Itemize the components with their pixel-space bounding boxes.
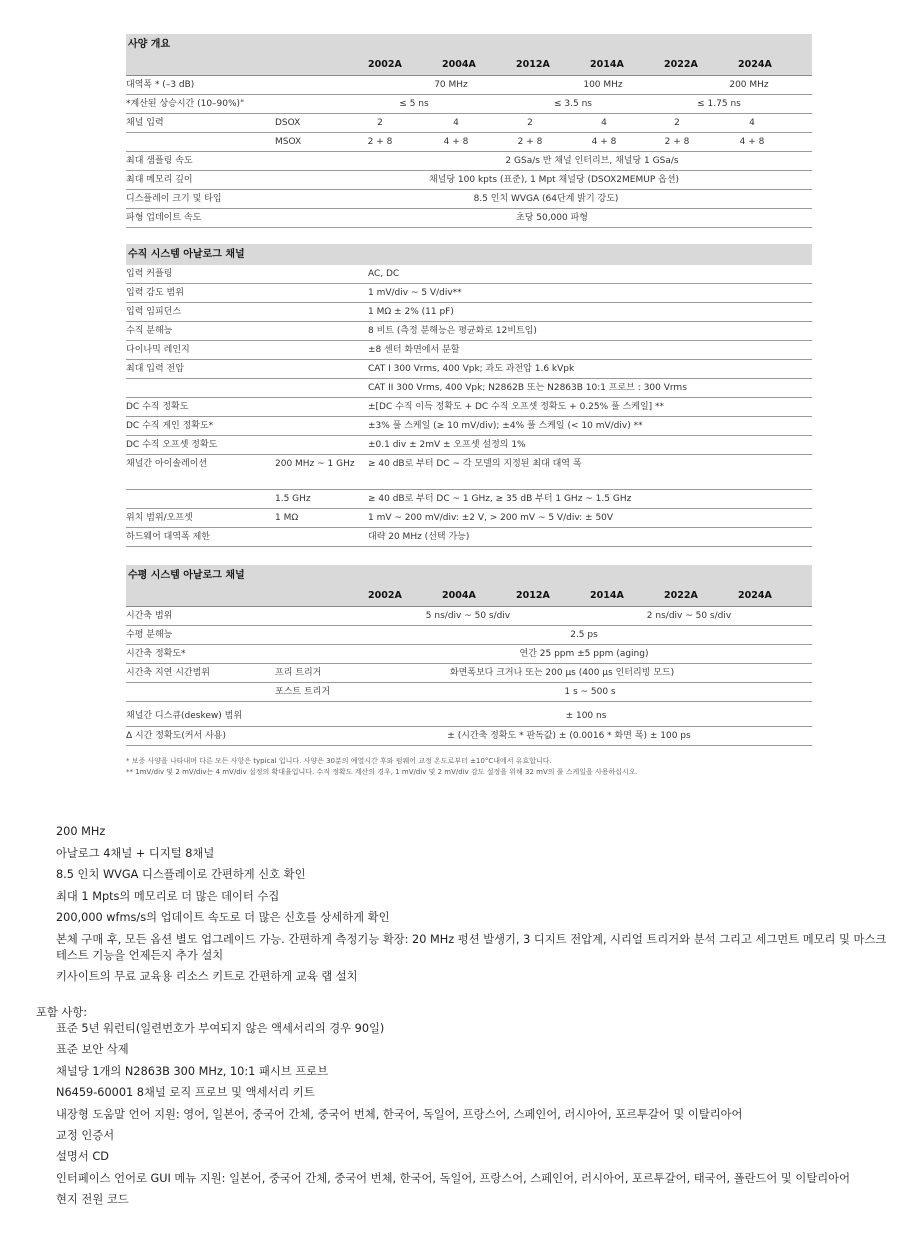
- row-value: 2 ns/div ~ 50 s/div: [646, 611, 732, 621]
- row-label: 채널간 아이솔레이션: [126, 459, 208, 469]
- list-item: 본체 구매 후, 모든 옵션 별도 업그레이드 가능. 간편하게 측정기능 확장: 20 MHz 펑션 발생기, 3 디지트 전압계, 시리얼 트리거와 분석 그리고 세그먼트 메모리 및 마스크 테스트 기능을 언제든지 추가 설치: [56, 932, 887, 962]
- row-value: 1 MΩ ± 2% (11 pF): [368, 307, 454, 317]
- spec-row: [126, 360, 812, 379]
- list-item: 내장형 도움말 언어 지원: 영어, 일본어, 중국어 간체, 중국어 번체, 한국어, 독일어, 프랑스어, 스페인어, 러시아어, 포르투갈어 및 이탈리아어: [56, 1107, 743, 1121]
- horizontal-section: [126, 565, 812, 746]
- list-item: 표준 5년 워런티(일련번호가 부여되지 않은 액세서리의 경우 90일): [56, 1022, 385, 1035]
- model-header-cell: 2022A: [664, 590, 698, 601]
- row-value: ±3% 풀 스케일 (≥ 10 mV/div); ±4% 풀 스케일 (< 10 mV/div) **: [368, 421, 643, 431]
- row-label: 파형 업데이트 속도: [126, 213, 202, 223]
- spec-row-isolation-2: [126, 490, 812, 509]
- row-value: 2 + 8: [517, 137, 543, 147]
- list-item: N6459-60001 8채널 로직 프로브 및 액세서리 키트: [56, 1086, 315, 1100]
- row-value: 5 ns/div ~ 50 s/div: [425, 611, 511, 621]
- spec-row-delay-post: [126, 683, 812, 702]
- list-item: 표준 보안 삭제: [56, 1043, 129, 1057]
- includes-title: 포함 사항:: [36, 1006, 88, 1019]
- row-value: ≥ 40 dB로 부터 DC ~ 1 GHz, ≥ 35 dB 부터 1 GHz ~ 1.5 GHz: [368, 494, 632, 504]
- row-label: 시간축 지연 시간범위: [126, 668, 210, 678]
- row-label: 시간축 정확도*: [126, 649, 186, 659]
- spec-row: [126, 341, 812, 360]
- row-value: 2: [527, 118, 533, 128]
- spec-row-memory: [126, 171, 812, 190]
- row-value: 채널당 100 kpts (표준), 1 Mpt 채널당 (DSOX2MEMUP 옵션): [428, 175, 680, 185]
- row-value: ± 100 ns: [565, 711, 607, 721]
- row-label: 입력 커플링: [126, 269, 173, 279]
- list-item: 현지 전원 코드: [56, 1193, 129, 1207]
- row-sublabel: 1 MΩ: [275, 513, 299, 523]
- model-header: [126, 586, 812, 607]
- row-label: 최대 메모리 깊이: [126, 175, 193, 185]
- row-value: ≥ 40 dB로 부터 DC ~ 각 모델의 지정된 최대 대역 폭: [368, 459, 582, 469]
- row-label: 시간축 범위: [126, 611, 173, 621]
- list-item: 아날로그 4채널 + 디지털 8채널: [56, 846, 215, 860]
- row-label: DC 수직 정확도: [126, 402, 189, 412]
- spec-sheet: [126, 34, 812, 778]
- row-label: 수평 분해능: [126, 630, 173, 640]
- spec-row: [126, 322, 812, 341]
- footnote: * 보증 사양을 나타내며 다른 모든 사항은 typical 입니다. 사양은 30분의 예열시간 후와 펌웨어 교정 온도로부터 ±10°C내에서 유효합니다.: [126, 757, 552, 765]
- row-value: CAT II 300 Vrms, 400 Vpk; N2862B 또는 N2863B 10:1 프로브 : 300 Vrms: [368, 383, 687, 393]
- footnotes: [126, 756, 812, 778]
- spec-row-delay-pre: [126, 664, 812, 683]
- model-header-cell: 2002A: [368, 59, 402, 70]
- model-header-cell: 2004A: [442, 590, 476, 601]
- row-label: *계산된 상승시간 (10–90%)": [126, 99, 245, 109]
- spec-row-channels-dsox: [126, 114, 812, 133]
- row-label: 최대 입력 전압: [126, 364, 184, 374]
- spec-row-update-rate: [126, 209, 812, 228]
- model-header-cell: 2002A: [368, 590, 402, 601]
- overview-section: [126, 34, 812, 228]
- row-value: 2: [377, 118, 383, 128]
- footnote: ** 1mV/div 및 2 mV/div는 4 mV/div 설정의 확대율입니다. 수직 정확도 계산의 경우, 1 mV/div 및 2 mV/div 감도 설정을 위해 32 mV의 풀 스케일을 사용하십시오.: [126, 768, 638, 776]
- spec-row: [126, 303, 812, 322]
- horizontal-title: 수평 시스템 아날로그 채널: [126, 565, 812, 586]
- spec-row-deskew: [126, 702, 812, 727]
- model-header-cell: 2014A: [590, 590, 624, 601]
- row-sublabel: 200 MHz ~ 1 GHz: [275, 459, 355, 469]
- spec-row-bw-limit: [126, 528, 812, 547]
- list-item: 설명서 CD: [56, 1150, 109, 1164]
- row-value: ≤ 1.75 ns: [697, 99, 741, 109]
- model-header: [126, 55, 812, 76]
- row-label: 디스플레이 크기 및 타입: [126, 194, 222, 204]
- spec-row-channels-msox: [126, 133, 812, 152]
- row-label: DC 수직 게인 정확도*: [126, 421, 214, 431]
- row-value: 2: [674, 118, 680, 128]
- spec-row-isolation: [126, 455, 812, 490]
- spec-row: [126, 436, 812, 455]
- row-value: 100 MHz: [583, 80, 623, 90]
- spec-row-bandwidth: [126, 76, 812, 95]
- vertical-section: [126, 244, 812, 547]
- row-value: 200 MHz: [729, 80, 769, 90]
- row-value: ± (시간축 정확도 * 판독값) ± (0.0016 * 화면 폭) ± 100 ps: [447, 731, 691, 741]
- row-label: 수직 분해능: [126, 326, 173, 336]
- row-value: 1 mV ~ 200 mV/div: ±2 V, > 200 mV ~ 5 V/div: ± 50V: [368, 513, 614, 523]
- model-header-cell: 2024A: [738, 590, 772, 601]
- row-value: 4: [453, 118, 459, 128]
- row-value: 8.5 인치 WVGA (64단계 밝기 강도): [473, 194, 619, 204]
- row-label: 다이나믹 레인지: [126, 345, 190, 355]
- row-label: 위치 범위/오프셋: [126, 513, 193, 523]
- spec-row-display: [126, 190, 812, 209]
- row-value: 1 s ~ 500 s: [564, 687, 616, 697]
- row-value: 연간 25 ppm ±5 ppm (aging): [519, 649, 649, 659]
- row-value: 70 MHz: [434, 80, 468, 90]
- overview-title: 사양 개요: [126, 34, 812, 55]
- spec-row: [126, 284, 812, 303]
- spec-row: [126, 379, 812, 398]
- row-value: 대략 20 MHz (선택 가능): [368, 532, 470, 542]
- row-label: 하드웨어 대역폭 제한: [126, 532, 210, 542]
- row-value: 4 + 8: [591, 137, 617, 147]
- model-header-cell: 2012A: [516, 590, 550, 601]
- model-header-cell: 2012A: [516, 59, 550, 70]
- row-value: 4 + 8: [443, 137, 469, 147]
- row-label: 입력 감도 범위: [126, 288, 184, 298]
- row-label: DC 수직 오프셋 정확도: [126, 440, 218, 450]
- row-value: 1 mV/div ~ 5 V/div**: [368, 288, 462, 298]
- row-value: AC, DC: [368, 269, 400, 279]
- row-value: ±0.1 div ± 2mV ± 오프셋 설정의 1%: [368, 440, 526, 450]
- row-label: 대역폭 * (–3 dB): [126, 80, 195, 90]
- list-item: 인터페이스 언어로 GUI 메뉴 지원: 일본어, 중국어 간체, 중국어 번체, 한국어, 독일어, 프랑스어, 스페인어, 러시아어, 포르투갈어, 태국어, 폴란드어 및 이탈리아어: [56, 1171, 850, 1185]
- row-value: 2 + 8: [664, 137, 690, 147]
- spec-row-timebase-accuracy: [126, 645, 812, 664]
- spec-row-timebase: [126, 607, 812, 626]
- row-value: 초당 50,000 파형: [516, 213, 588, 223]
- row-value: 4: [601, 118, 607, 128]
- row-value: ±8 센터 화면에서 분할: [368, 345, 460, 355]
- row-value: 8 비트 (측정 분해능은 평균화로 12비트임): [368, 326, 537, 336]
- row-value: CAT I 300 Vrms, 400 Vpk; 과도 과전압 1.6 kVpk: [368, 364, 575, 374]
- list-item: 채널당 1개의 N2863B 300 MHz, 10:1 패시브 프로브: [56, 1064, 329, 1078]
- row-sublabel: 1.5 GHz: [275, 494, 311, 504]
- row-label: 최대 샘플링 속도: [126, 156, 193, 166]
- spec-row-position: [126, 509, 812, 528]
- row-label: 채널간 디스큐(deskew) 범위: [126, 711, 243, 721]
- list-item: 최대 1 Mpts의 메모리로 더 많은 데이터 수집: [56, 889, 280, 903]
- includes-list: [56, 1021, 900, 1214]
- row-sublabel: DSOX: [275, 118, 301, 128]
- row-value: 4: [749, 118, 755, 128]
- model-header-cell: 2022A: [664, 59, 698, 70]
- list-item: 교정 인증서: [56, 1128, 115, 1142]
- model-header-cell: 2024A: [738, 59, 772, 70]
- list-item: 8.5 인치 WVGA 디스플레이로 간편하게 신호 확인: [56, 868, 306, 881]
- row-value: 4 + 8: [739, 137, 765, 147]
- row-label: 입력 임피던스: [126, 307, 182, 317]
- row-value: 화면폭보다 크거나 또는 200 µs (400 µs 인터리빙 모드): [449, 668, 675, 678]
- row-sublabel: 프리 트리거: [275, 668, 322, 678]
- row-value: ±[DC 수직 이득 정확도 + DC 수직 오프셋 정확도 + 0.25% 풀 스케일] **: [368, 402, 665, 412]
- row-label: Δ 시간 정확도(커서 사용): [126, 731, 227, 741]
- row-sublabel: 포스트 트리거: [275, 687, 331, 697]
- spec-row-h-resolution: [126, 626, 812, 645]
- row-value: 2.5 ps: [570, 630, 598, 640]
- row-sublabel: MSOX: [275, 137, 302, 147]
- list-item: 키사이트의 무료 교육용 리소스 키트로 간편하게 교육 랩 설치: [56, 970, 358, 983]
- row-label: 채널 입력: [126, 118, 164, 128]
- spec-row-risetime: [126, 95, 812, 114]
- spec-row-sample-rate: [126, 152, 812, 171]
- list-item: 200 MHz: [56, 825, 106, 838]
- row-value: 2 GSa/s 반 채널 인터리브, 채널당 1 GSa/s: [505, 156, 679, 166]
- spec-row-delta-time: [126, 727, 812, 746]
- spec-row: [126, 398, 812, 417]
- spec-row: [126, 265, 812, 284]
- row-value: ≤ 5 ns: [399, 99, 429, 109]
- model-header-cell: 2014A: [590, 59, 624, 70]
- model-header-cell: 2004A: [442, 59, 476, 70]
- row-value: 2 + 8: [367, 137, 393, 147]
- list-item: 200,000 wfms/s의 업데이트 속도로 더 많은 신호를 상세하게 확인: [56, 911, 390, 924]
- row-value: ≤ 3.5 ns: [554, 99, 592, 109]
- feature-list: [56, 824, 900, 991]
- spec-row: [126, 417, 812, 436]
- vertical-title: 수직 시스템 아날로그 채널: [126, 244, 812, 265]
